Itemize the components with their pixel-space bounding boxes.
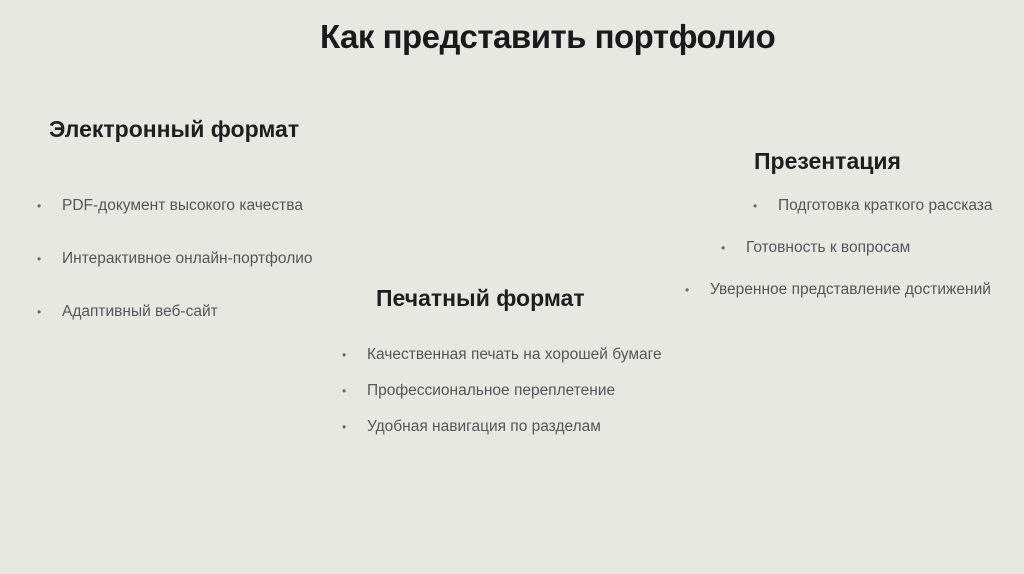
- bullet-icon: •: [342, 384, 347, 398]
- list-item: [342, 381, 662, 417]
- bullet-icon: •: [753, 199, 758, 213]
- bullet-icon: •: [37, 199, 42, 213]
- list-item-text: Адаптивный веб-сайт: [62, 303, 218, 320]
- list-item: [753, 196, 993, 216]
- electronic-format-heading: Электронный формат: [49, 116, 300, 142]
- print-format-heading: Печатный формат: [376, 285, 585, 311]
- bullet-icon: •: [342, 420, 347, 434]
- presentation-heading: Презентация: [754, 148, 901, 174]
- bullet-icon: •: [37, 305, 42, 319]
- bullet-icon: •: [685, 283, 690, 297]
- list-item: [342, 345, 662, 381]
- list-item-text: Интерактивное онлайн-портфолио: [62, 250, 313, 267]
- electronic-format-list: [37, 196, 313, 355]
- list-item-text: Подготовка краткого рассказа: [778, 197, 993, 214]
- list-item-text: Профессиональное переплетение: [367, 382, 616, 399]
- list-item: [721, 238, 911, 258]
- bullet-icon: •: [342, 348, 347, 362]
- list-item-text: Уверенное представление достижений: [710, 281, 991, 298]
- list-item-text: Удобная навигация по разделам: [367, 418, 601, 435]
- list-item: [37, 196, 313, 249]
- list-item-text: Готовность к вопросам: [746, 239, 911, 256]
- print-format-list: [342, 345, 662, 453]
- list-item: [37, 249, 313, 302]
- list-item: [342, 417, 662, 453]
- bullet-icon: •: [721, 241, 726, 255]
- list-item: [37, 302, 313, 355]
- slide-title: Как представить портфолио: [320, 18, 776, 55]
- list-item-text: PDF-документ высокого качества: [62, 197, 303, 214]
- list-item: [685, 280, 991, 300]
- bullet-icon: •: [37, 252, 42, 266]
- list-item-text: Качественная печать на хорошей бумаге: [367, 346, 662, 363]
